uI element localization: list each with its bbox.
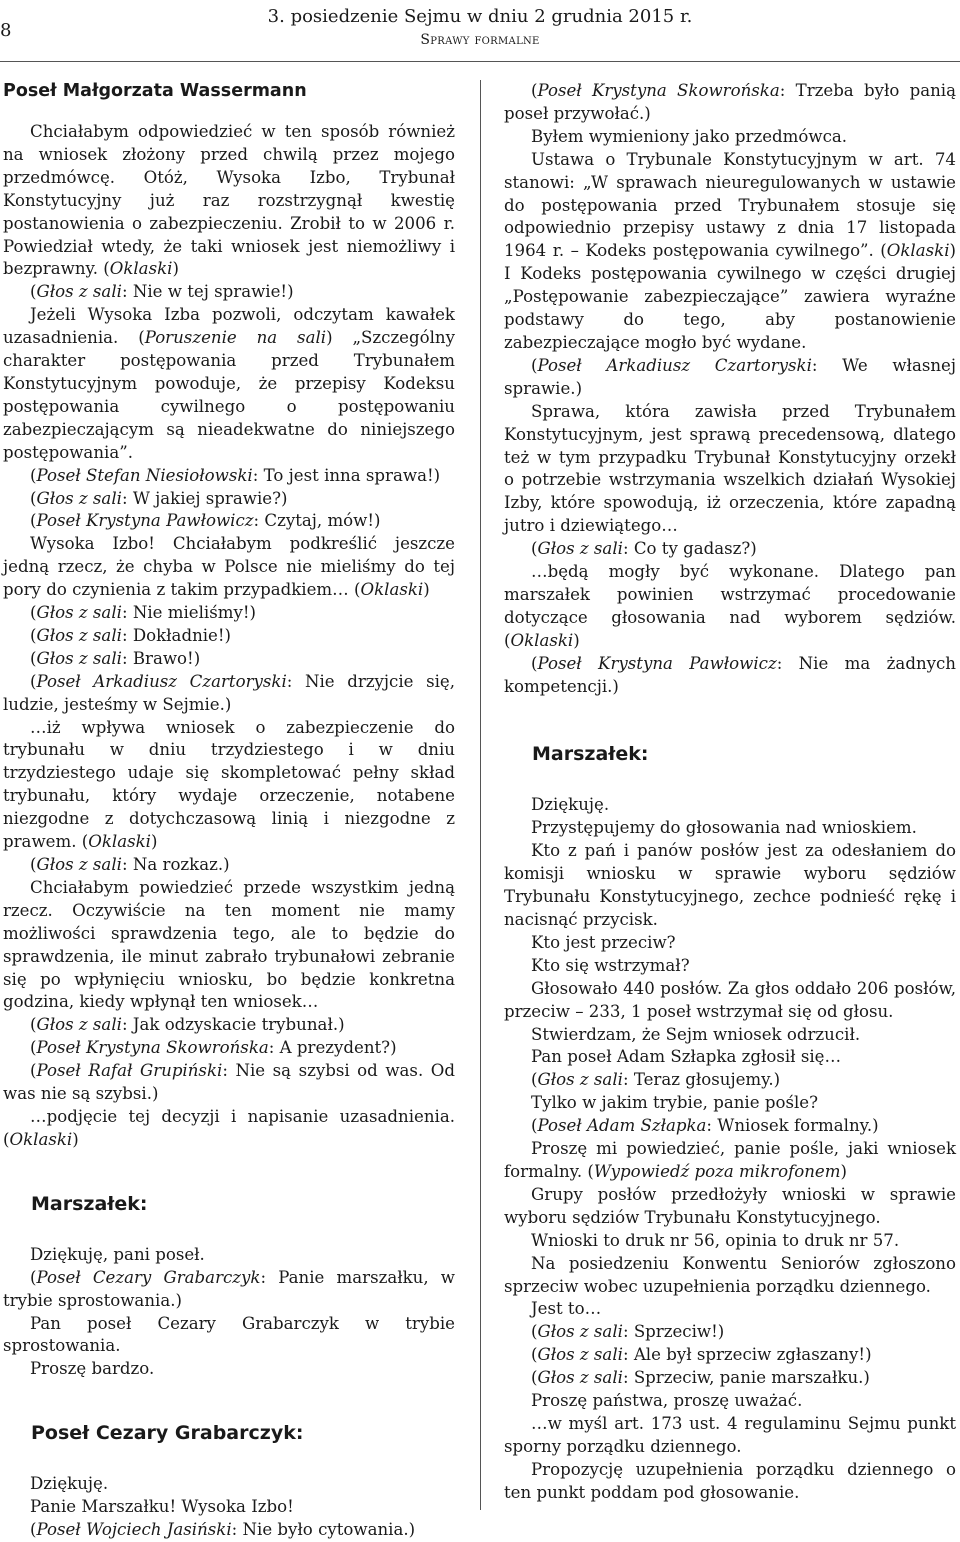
interjection: (Poseł Krystyna Pawłowicz: Nie ma żadnych kompetencji.): [504, 653, 956, 696]
interjection: (Poseł Krystyna Skowrońska: A prezydent?): [30, 1038, 397, 1058]
paragraph: Dziękuję.: [30, 1474, 109, 1494]
interjection: (Głos z sali: Ale był sprzeciw zgłaszany!): [531, 1345, 872, 1365]
paragraph: Przystępujemy do głosowania nad wnioskiem.: [531, 818, 917, 838]
speaker-heading: Poseł Cezary Grabarczyk:: [31, 1422, 304, 1445]
paragraph: Kto się wstrzymał?: [531, 955, 690, 975]
column-separator: [480, 80, 481, 1510]
interjection: (Poseł Krystyna Pawłowicz: Czytaj, mów!): [30, 511, 381, 531]
paragraph: Wnioski to druk nr 56, opinia to druk nr 57.: [531, 1230, 900, 1250]
paragraph: Stwierdzam, że Sejm wniosek odrzucił.: [531, 1024, 861, 1044]
paragraph: …będą mogły być wykonane. Dlatego pan marszałek powinien wstrzymać procedowanie dotyczące głosowania nad wyborem sędziów. (Oklaski): [504, 562, 956, 650]
page-number: 8: [0, 20, 12, 41]
speaker-heading: Marszałek:: [532, 743, 649, 766]
interjection: (Głos z sali: Sprzeciw, panie marszałku.): [531, 1368, 870, 1388]
paragraph: …w myśl art. 173 ust. 4 regulaminu Sejmu punkt sporny porządku dziennego.: [504, 1413, 956, 1456]
interjection: (Poseł Adam Szłapka: Wniosek formalny.): [531, 1116, 879, 1136]
paragraph: Proszę bardzo.: [30, 1359, 155, 1379]
paragraph: Proszę państwa, proszę uważać.: [531, 1391, 803, 1411]
paragraph: Jeżeli Wysoka Izba pozwoli, odczytam kawałek uzasadnienia. (Poruszenie na sali) „Szczególny charakter postępowania przed Trybunałem Konstytucyjnym powoduje, że przepisy Kodeksu postępowania cywilnego o postępowaniu zabezpieczającym są nieadekwatne do niniejszego postępowania”.: [3, 305, 455, 462]
paragraph: Kto z pań i panów posłów jest za odesłaniem do komisji wniosku w sprawie wyboru sędziów Trybunału Konstytucyjnego, zechce podnieść rękę i nacisnąć przycisk.: [504, 841, 956, 929]
interjection: (Głos z sali: Brawo!): [30, 648, 201, 668]
interjection: (Głos z sali: Nie w tej sprawie!): [30, 282, 294, 302]
interjection: (Poseł Cezary Grabarczyk: Panie marszałku, w trybie sprostowania.): [3, 1267, 455, 1310]
paragraph: Chciałabym odpowiedzieć w ten sposób również na wniosek złożony przed chwilą przez mojego przedmówcę. Otóż, Wysoka Izbo, Trybunał Konstytucyjny już raz rozstrzygnął kwestię postanowienia o zabezpieczeniu. Zrobił to w 2006 r. Powiedział wtedy, że taki wniosek jest niemożliwy i bezprawny. (Oklaski): [3, 122, 455, 279]
paragraph: Grupy posłów przedłożyły wnioski w sprawie wyboru sędziów Trybunału Konstytucyjnego.: [504, 1184, 956, 1227]
paragraph: Wysoka Izbo! Chciałabym podkreślić jeszcze jedną rzecz, że chyba w Polsce nie mieliśmy do tej pory do czynienia z takim przypadkiem… (Oklaski): [3, 534, 455, 600]
paragraph: Sprawa, która zawisła przed Trybunałem Konstytucyjnym, jest sprawą precedensową, dlatego też w tym przypadku Trybunał Konstytucyjny orzekł o potrzebie wstrzymania wszelkich działań Wysokiej Izby, które spowodują, iż orzeczenia, które zapadną jutro i dziewiątego…: [504, 401, 956, 536]
interjection: (Poseł Krystyna Skowrońska: Trzeba było panią poseł przywołać.): [504, 81, 957, 123]
paragraph: Panie Marszałku! Wysoka Izbo!: [30, 1497, 294, 1517]
left-column: [3, 80, 455, 1542]
paragraph: Kto jest przeciw?: [531, 932, 676, 952]
paragraph: …iż wpływa wniosek o zabezpieczenie do trybunału w dniu trzydziestego i w dniu trzydziestego udaje się skompletować pełny skład trybunału, który wydaje orzeczenie, notabene niezgodne z dotychczasową linią i niezgodne z prawem. (Oklaski): [3, 717, 455, 852]
interjection: (Głos z sali: Sprzeciw!): [531, 1322, 725, 1342]
running-head: [0, 6, 960, 49]
interjection: (Głos z sali: Dokładnie!): [30, 625, 232, 645]
paragraph: Pan poseł Adam Szłapka zgłosił się…: [531, 1047, 842, 1067]
paragraph: Proszę mi powiedzieć, panie pośle, jaki wniosek formalny. (Wypowiedź poza mikrofonem): [504, 1139, 956, 1181]
paragraph: Głosowało 440 posłów. Za głos oddało 206 posłów, przeciw – 233, 1 poseł wstrzymał się od głosu.: [504, 978, 956, 1021]
paragraph: Chciałabym powiedzieć przede wszystkim jedną rzecz. Oczywiście na ten moment nie mamy możliwości sprawdzenia tego, ale to będzie do sprawdzenia, ile minut zabrało trybunałowi zebranie się po wpłynięciu wniosku, bo będzie konkretna godzina, kiedy wpłynął ten wniosek…: [3, 877, 455, 1012]
right-column: [504, 80, 956, 1505]
paragraph: Byłem wymieniony jako przedmówca.: [531, 126, 848, 146]
interjection: (Poseł Arkadiusz Czartoryski: We własnej sprawie.): [504, 355, 957, 398]
paragraph: Propozycję uzupełnienia porządku dziennego o ten punkt poddam pod głosowanie.: [504, 1459, 956, 1502]
interjection: (Poseł Wojciech Jasiński: Nie było cytowania.): [30, 1520, 416, 1540]
interjection: (Głos z sali: Na rozkaz.): [30, 855, 230, 874]
paragraph: Dziękuję, pani poseł.: [30, 1244, 205, 1264]
interjection: (Głos z sali: Jak odzyskacie trybunał.): [30, 1015, 345, 1035]
interjection: (Poseł Rafał Grupiński: Nie są szybsi od was. Od was nie są szybsi.): [3, 1061, 455, 1104]
paragraph: Ustawa o Trybunale Konstytucyjnym w art. 74 stanowi: „W sprawach nieuregulowanych w ustawie do postępowania przed Trybunałem stosuje się odpowiednio przepisy ustawy z dnia 17 listopada 1964 r. – Kodeks postępowania cywilnego”. (Oklaski) I Kodeks postępowania cywilnego w części drugiej „Postępowanie zabezpieczające” zawiera wyraźne podstawy do tego, aby postanowienie zabezpieczające mogło być wydane.: [504, 149, 956, 352]
section-title: Sprawy formalne: [420, 32, 540, 48]
session-title: 3. posiedzenie Sejmu w dniu 2 grudnia 2015 r.: [267, 6, 693, 27]
interjection: (Głos z sali: Teraz głosujemy.): [531, 1070, 781, 1090]
interjection: (Poseł Arkadiusz Czartoryski: Nie drzyjcie się, ludzie, jesteśmy w Sejmie.): [3, 671, 456, 714]
header-rule: [0, 61, 960, 62]
paragraph: Jest to…: [531, 1299, 602, 1319]
speaker-heading: Poseł Małgorzata Wassermann: [3, 81, 307, 101]
interjection: (Głos z sali: Co ty gadasz?): [531, 539, 757, 559]
paragraph: …podjęcie tej decyzji i napisanie uzasadnienia. (Oklaski): [3, 1106, 455, 1149]
speaker-heading: Marszałek:: [31, 1192, 148, 1215]
paragraph: Dziękuję.: [531, 795, 610, 815]
paragraph: Tylko w jakim trybie, panie pośle?: [531, 1093, 818, 1113]
interjection: (Głos z sali: W jakiej sprawie?): [30, 488, 288, 508]
paragraph: Pan poseł Cezary Grabarczyk w trybie sprostowania.: [3, 1313, 455, 1356]
interjection: (Głos z sali: Nie mieliśmy!): [30, 603, 256, 623]
interjection: (Poseł Stefan Niesiołowski: To jest inna sprawa!): [30, 465, 441, 485]
paragraph: Na posiedzeniu Konwentu Seniorów zgłoszono sprzeciw wobec uzupełnienia porządku dziennego.: [504, 1253, 956, 1296]
